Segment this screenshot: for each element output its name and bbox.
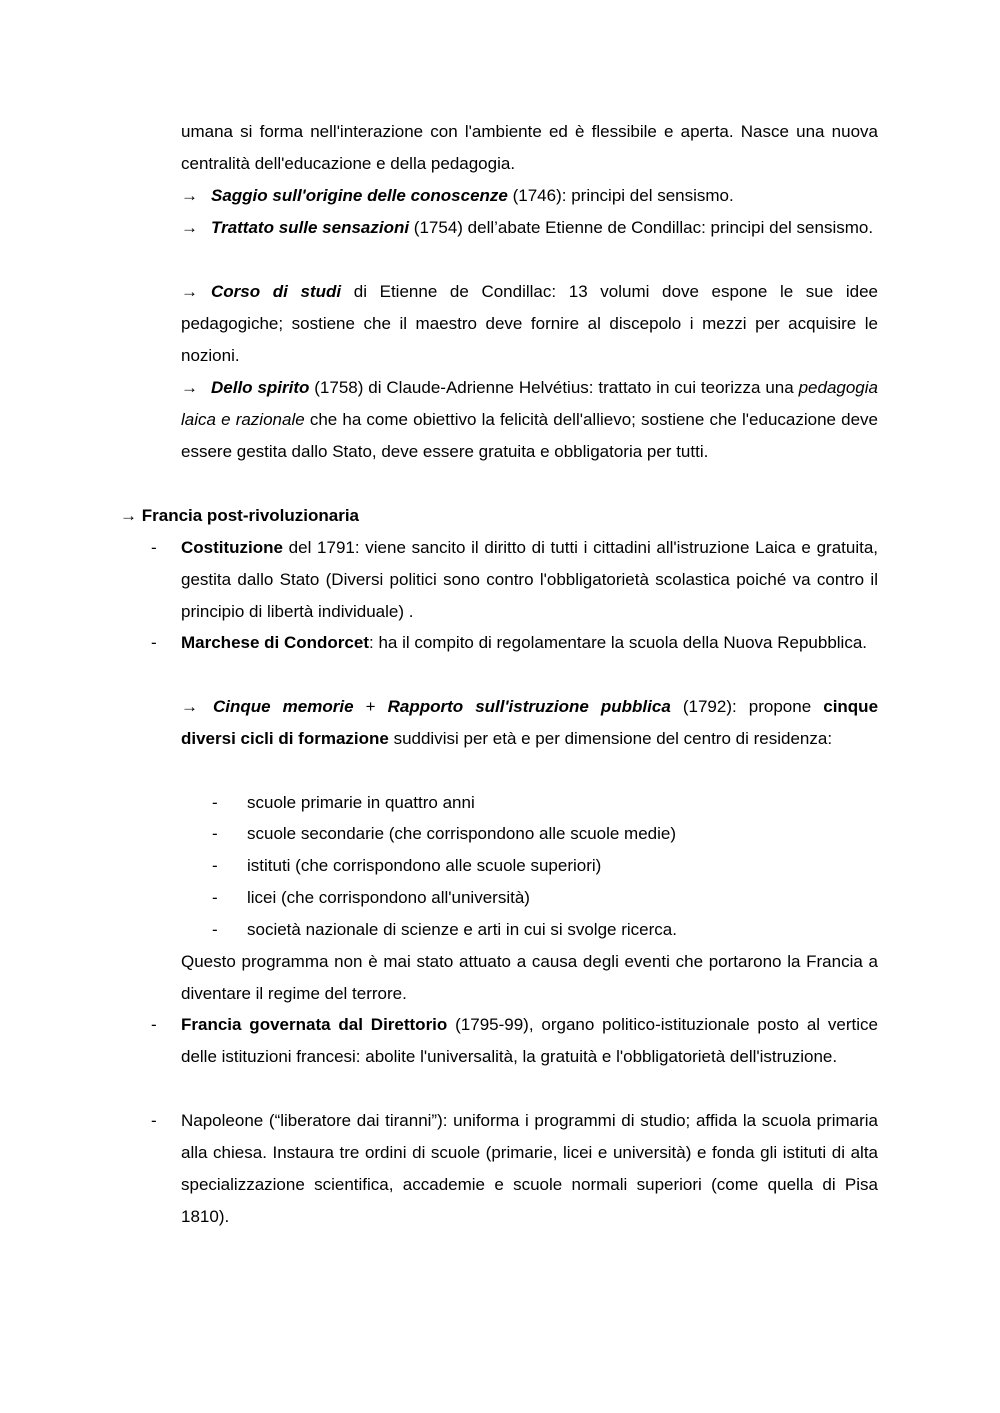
list-item: istituti (che corrispondono alle scuole superiori) <box>247 856 602 875</box>
work-item-saggio: → Saggio sull'origine delle conoscenze (1746): principi del sensismo. <box>181 180 878 212</box>
point-napoleone: Napoleone (“liberatore dai tiranni”): uniforma i programmi di studio; affida la scuola primaria alla chiesa. Instaura tre ordini di scuole (primarie, licei e università) e fonda gli istituti di alta specializzazione scientifica, accademie e scuole normali superiori (come quella di Pisa 1810). <box>181 1111 878 1226</box>
arrow-icon: → <box>181 218 198 237</box>
arrow-icon: → <box>181 186 198 205</box>
arrow-icon: → <box>181 282 198 301</box>
arrow-icon: → <box>181 697 198 716</box>
list-item: licei (che corrispondono all'università) <box>247 888 530 907</box>
work-title: Cinque memorie <box>213 697 354 716</box>
work-title: Saggio sull'origine delle conoscenze <box>211 186 508 205</box>
dash-bullet: - <box>212 888 218 907</box>
work-title: Dello spirito <box>211 378 310 397</box>
point-costituzione: Costituzione del 1791: viene sancito il diritto di tutti i cittadini all'istruzione Laica e gratuita, gestita dallo Stato (Diversi politici sono contro l'obbligatorietà scolastica poiché va contro il principio di libertà individuale) . <box>181 538 878 621</box>
italic-phrase: pedagogia laica e razionale <box>181 378 878 429</box>
intro-paragraph: umana si forma nell'interazione con l'ambiente ed è flessibile e aperta. Nasce una nuova centralità dell'educazione e della pedagogia. <box>181 122 878 173</box>
condorcet-note: Questo programma non è mai stato attuato a causa degli eventi che portarono la Francia a diventare il regime del terrore. <box>181 952 878 1003</box>
point-direttorio: Francia governata dal Direttorio (1795-99), organo politico-istituzionale posto al vertice delle istituzioni francesi: abolite l'universalità, la gratuità e l'obbligatorietà dell'istruzione. <box>181 1015 878 1066</box>
condorcet-works: → Cinque memorie + Rapporto sull'istruzione pubblica (1792): propone cinque diversi cicli di formazione suddivisi per età e per dimensione del centro di residenza: <box>181 691 878 755</box>
work-title: Corso di studi <box>211 282 342 301</box>
list-item: scuole secondarie (che corrispondono alle scuole medie) <box>247 824 677 843</box>
point-condorcet: Marchese di Condorcet: ha il compito di regolamentare la scuola della Nuova Repubblica. <box>181 633 868 652</box>
arrow-icon: → <box>120 506 137 525</box>
list-item: società nazionale di scienze e arti in cui si svolge ricerca. <box>247 920 677 939</box>
section-heading <box>120 500 878 532</box>
work-title: Trattato sulle sensazioni <box>211 218 410 237</box>
dash-bullet: - <box>151 1015 157 1034</box>
dash-bullet: - <box>212 856 218 875</box>
dash-bullet: - <box>212 920 218 939</box>
dash-bullet: - <box>151 538 157 557</box>
section-title: Francia post-rivoluzionaria <box>141 506 359 525</box>
dash-bullet: - <box>212 793 218 812</box>
work-title: Rapporto sull'istruzione pubblica <box>387 697 671 716</box>
dash-bullet: - <box>151 633 157 652</box>
work-item-corso: → Corso di studi di Etienne de Condillac: 13 volumi dove espone le sue idee pedagogiche; sostiene che il maestro deve fornire al discepolo i mezzi per acquisire le nozioni. <box>181 276 878 372</box>
arrow-icon: → <box>181 378 198 397</box>
list-item: scuole primarie in quattro anni <box>247 793 475 812</box>
work-item-spirito: → Dello spirito (1758) di Claude-Adrienne Helvétius: trattato in cui teorizza una pedagogia laica e razionale che ha come obiettivo la felicità dell'allievo; sostiene che l'educazione deve essere gestita dallo Stato, deve essere gratuita e obbligatoria per tutti. <box>181 372 878 468</box>
dash-bullet: - <box>212 824 218 843</box>
work-item-trattato: → Trattato sulle sensazioni (1754) dell’abate Etienne de Condillac: principi del sensismo. <box>181 212 878 244</box>
dash-bullet: - <box>151 1111 157 1130</box>
